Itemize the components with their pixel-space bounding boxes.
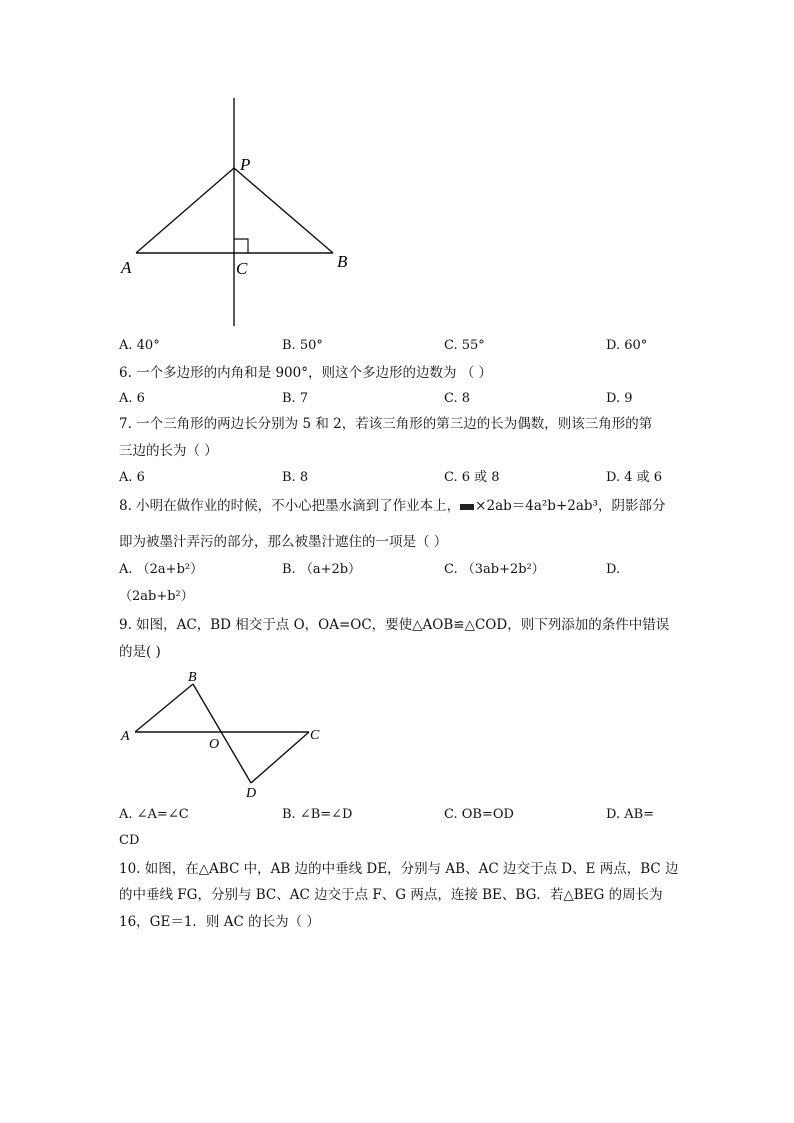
segment-bd	[193, 684, 251, 783]
segment-pb	[234, 168, 333, 253]
segment-pa	[136, 168, 234, 253]
q6-option-d: D. 9	[606, 391, 633, 406]
q8-option-a: A. （2a+b²）	[119, 562, 204, 577]
q8-option-d-cont: （2ab+b²）	[119, 589, 194, 604]
label-a: A	[121, 729, 130, 744]
q8-option-b: B. （a+2b）	[282, 562, 362, 577]
label-o: O	[209, 737, 220, 752]
segment-ab	[135, 684, 193, 732]
q8-option-c: C. （3ab+2b²）	[444, 562, 545, 577]
q7-option-a: A. 6	[119, 470, 145, 485]
q5-option-c: C. 55°	[444, 338, 485, 353]
ink-blot	[460, 504, 474, 510]
figure-q5	[110, 90, 370, 335]
q9-line1: 9. 如图，AC，BD 相交于点 O，OA=OC，要使△AOB≌△COD，则下列添加的条件中错误	[119, 617, 670, 633]
q6-option-c: C. 8	[444, 391, 471, 406]
q7-option-d: D. 4 或 6	[606, 470, 663, 485]
q7-option-b: B. 8	[282, 470, 309, 485]
q9-option-a: A. ∠A=∠C	[119, 807, 189, 822]
label-a: A	[121, 258, 132, 277]
segment-cd	[251, 732, 309, 783]
q9-option-c: C. OB=OD	[444, 807, 514, 822]
q8-option-d: D.	[606, 562, 621, 577]
q7-line1: 7. 一个三角形的两边长分别为 5 和 2，若该三角形的第三边的长为偶数，则该三角形的第	[119, 416, 653, 432]
label-c: C	[236, 259, 248, 278]
label-b: B	[188, 670, 197, 685]
right-angle-mark	[234, 239, 248, 253]
q8-line1	[119, 497, 665, 515]
q9-option-d-cont: CD	[119, 833, 140, 848]
q5-option-b: B. 50°	[282, 338, 323, 353]
q9-option-d: D. AB=	[606, 807, 655, 822]
q9-option-b: B. ∠B=∠D	[282, 807, 353, 822]
label-b: B	[337, 252, 348, 271]
label-p: P	[240, 155, 251, 174]
q5-option-d: D. 60°	[606, 338, 648, 353]
q10-line3: 16，GE＝1．则 AC 的长为（ ）	[119, 914, 320, 930]
q9-line2: 的是( )	[119, 644, 161, 660]
figure-q9	[110, 665, 340, 805]
q8-line1-pre: 8. 小明在做作业的时候，不小心把墨水滴到了作业本上，	[119, 498, 461, 514]
q6-stem: 6. 一个多边形的内角和是 900°，则这个多边形的边数为 （ ）	[119, 365, 493, 381]
q5-option-a: A. 40°	[119, 338, 160, 353]
q6-option-a: A. 6	[119, 391, 145, 406]
label-c: C	[310, 728, 320, 743]
q8-line2: 即为被墨汁弄污的部分，那么被墨汁遮住的一项是（ ）	[119, 534, 448, 550]
q7-option-c: C. 6 或 8	[444, 470, 500, 485]
q6-option-b: B. 7	[282, 391, 309, 406]
q10-line1: 10. 如图，在△ABC 中，AB 边的中垂线 DE，分别与 AB、AC 边交于点 D、E 两点，BC 边	[119, 861, 679, 877]
q8-line1-expr: ×2ab＝4a²b+2ab³，阴影部分	[475, 498, 666, 514]
label-d: D	[246, 786, 257, 801]
q7-line2: 三边的长为（ ）	[119, 443, 218, 459]
q10-line2: 的中垂线 FG，分别与 BC、AC 边交于点 F、G 两点，连接 BE、BG．若△BEG 的周长为	[119, 887, 663, 903]
